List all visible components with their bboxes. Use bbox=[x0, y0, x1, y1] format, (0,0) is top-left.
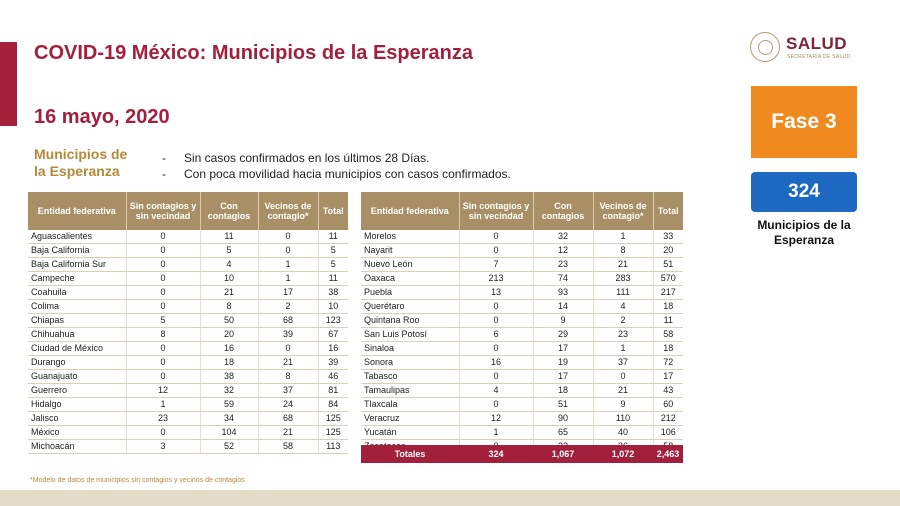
table-cell: 68 bbox=[258, 314, 318, 328]
table-cell: 50 bbox=[200, 314, 258, 328]
table-row bbox=[28, 258, 348, 272]
state-name: Tlaxcala bbox=[361, 398, 459, 412]
table-cell: 0 bbox=[258, 342, 318, 356]
column-header: Total bbox=[653, 192, 683, 230]
table-cell: 18 bbox=[653, 342, 683, 356]
table-cell: 90 bbox=[533, 412, 593, 426]
table-cell: 37 bbox=[593, 356, 653, 370]
table-cell: 4 bbox=[200, 258, 258, 272]
fase-badge: Fase 3 bbox=[751, 86, 857, 158]
list-item: - Sin casos confirmados en los últimos 28 Días. bbox=[162, 151, 430, 165]
table-cell: 0 bbox=[459, 244, 533, 258]
table-cell: 113 bbox=[318, 440, 348, 454]
table-cell: 21 bbox=[258, 356, 318, 370]
table-cell: 0 bbox=[593, 370, 653, 384]
totals-value: 1,072 bbox=[611, 449, 635, 459]
state-name: Chihuahua bbox=[28, 328, 126, 342]
table-row bbox=[28, 342, 348, 356]
column-header: Sin contagios y sin vecindad bbox=[459, 192, 533, 230]
state-name: Michoacán bbox=[28, 440, 126, 454]
table-cell: 37 bbox=[258, 384, 318, 398]
table-cell: 125 bbox=[318, 412, 348, 426]
totals-row bbox=[361, 445, 683, 463]
table-cell: 13 bbox=[459, 286, 533, 300]
states-table-left bbox=[28, 192, 348, 454]
table-row bbox=[361, 426, 683, 440]
state-name: México bbox=[28, 426, 126, 440]
table-cell: 29 bbox=[533, 328, 593, 342]
table-cell: 32 bbox=[533, 230, 593, 244]
table-cell: 52 bbox=[200, 440, 258, 454]
table-cell: 51 bbox=[653, 258, 683, 272]
table-cell: 18 bbox=[653, 300, 683, 314]
table-cell: 0 bbox=[126, 426, 200, 440]
table-row bbox=[28, 244, 348, 258]
table-row bbox=[28, 272, 348, 286]
table-cell: 6 bbox=[459, 328, 533, 342]
table-cell: 60 bbox=[653, 398, 683, 412]
table-cell: 1 bbox=[126, 398, 200, 412]
table-cell: 17 bbox=[533, 370, 593, 384]
table-cell: 81 bbox=[318, 384, 348, 398]
page-title: COVID-19 México: Municipios de la Esperanza bbox=[34, 42, 474, 64]
table-cell: 39 bbox=[318, 356, 348, 370]
table-row bbox=[28, 300, 348, 314]
table-cell: 12 bbox=[459, 412, 533, 426]
table-cell: 2 bbox=[258, 300, 318, 314]
table-cell: 1 bbox=[593, 342, 653, 356]
table-row bbox=[28, 356, 348, 370]
table-cell: 11 bbox=[200, 230, 258, 244]
state-name: Querétaro bbox=[361, 300, 459, 314]
state-name: Puebla bbox=[361, 286, 459, 300]
table-cell: 9 bbox=[593, 398, 653, 412]
table-cell: 23 bbox=[593, 328, 653, 342]
table-cell: 0 bbox=[459, 300, 533, 314]
table-cell: 38 bbox=[318, 286, 348, 300]
municipios-count: 324 bbox=[751, 172, 857, 212]
state-name: Tamaulipas bbox=[361, 384, 459, 398]
table-row bbox=[361, 244, 683, 258]
table-row bbox=[28, 412, 348, 426]
table-cell: 19 bbox=[533, 356, 593, 370]
table-cell: 16 bbox=[318, 342, 348, 356]
state-name: Oaxaca bbox=[361, 272, 459, 286]
column-header: Vecinos de contagio* bbox=[258, 192, 318, 230]
table-cell: 0 bbox=[126, 370, 200, 384]
totals-label: Totales bbox=[394, 449, 426, 459]
column-header: Entidad federativa bbox=[361, 192, 459, 230]
table-row bbox=[28, 384, 348, 398]
table-cell: 0 bbox=[459, 230, 533, 244]
table-cell: 5 bbox=[318, 244, 348, 258]
table-cell: 212 bbox=[653, 412, 683, 426]
table-cell: 21 bbox=[593, 384, 653, 398]
bottom-band bbox=[0, 490, 900, 506]
table-cell: 34 bbox=[200, 412, 258, 426]
column-header: Con contagios bbox=[533, 192, 593, 230]
table-cell: 0 bbox=[126, 258, 200, 272]
table-cell: 33 bbox=[653, 230, 683, 244]
table-cell: 58 bbox=[258, 440, 318, 454]
table-row bbox=[361, 314, 683, 328]
table-cell: 111 bbox=[593, 286, 653, 300]
table-cell: 39 bbox=[258, 328, 318, 342]
table-cell: 11 bbox=[318, 230, 348, 244]
table-cell: 93 bbox=[533, 286, 593, 300]
table-cell: 217 bbox=[653, 286, 683, 300]
table-row bbox=[361, 370, 683, 384]
column-header: Total bbox=[318, 192, 348, 230]
table-cell: 0 bbox=[126, 300, 200, 314]
table-cell: 2 bbox=[593, 314, 653, 328]
table-cell: 12 bbox=[126, 384, 200, 398]
state-name: San Luis Potosí bbox=[361, 328, 459, 342]
state-name: Sonora bbox=[361, 356, 459, 370]
table-cell: 9 bbox=[533, 314, 593, 328]
seal-icon bbox=[750, 32, 780, 62]
state-name: Colima bbox=[28, 300, 126, 314]
section-subtitle: Municipios de la Esperanza bbox=[34, 146, 128, 179]
state-name: Quintana Roo bbox=[361, 314, 459, 328]
table-cell: 43 bbox=[653, 384, 683, 398]
table-cell: 20 bbox=[653, 244, 683, 258]
table-row bbox=[28, 440, 348, 454]
state-name: Nayarit bbox=[361, 244, 459, 258]
table-cell: 67 bbox=[318, 328, 348, 342]
table-row bbox=[28, 328, 348, 342]
table-cell: 12 bbox=[533, 244, 593, 258]
totals-value: 1,067 bbox=[551, 449, 575, 459]
column-header: Sin contagios y sin vecindad bbox=[126, 192, 200, 230]
table-row bbox=[28, 370, 348, 384]
table-cell: 7 bbox=[459, 258, 533, 272]
table-cell: 58 bbox=[653, 328, 683, 342]
column-header: Con contagios bbox=[200, 192, 258, 230]
table-row bbox=[28, 426, 348, 440]
table-row bbox=[361, 412, 683, 426]
totals-value: 2,463 bbox=[656, 449, 680, 459]
table-cell: 14 bbox=[533, 300, 593, 314]
state-name: Coahuila bbox=[28, 286, 126, 300]
table-cell: 0 bbox=[459, 314, 533, 328]
table-row bbox=[28, 286, 348, 300]
table-cell: 8 bbox=[593, 244, 653, 258]
state-name: Morelos bbox=[361, 230, 459, 244]
table-cell: 104 bbox=[200, 426, 258, 440]
table-cell: 16 bbox=[459, 356, 533, 370]
table-cell: 3 bbox=[126, 440, 200, 454]
table-cell: 106 bbox=[653, 426, 683, 440]
table-cell: 18 bbox=[533, 384, 593, 398]
table-row bbox=[361, 286, 683, 300]
table-cell: 20 bbox=[200, 328, 258, 342]
table-cell: 123 bbox=[318, 314, 348, 328]
state-name: Durango bbox=[28, 356, 126, 370]
column-header: Vecinos de contagio* bbox=[593, 192, 653, 230]
table-cell: 213 bbox=[459, 272, 533, 286]
table-cell: 5 bbox=[126, 314, 200, 328]
table-cell: 11 bbox=[318, 272, 348, 286]
table-cell: 0 bbox=[459, 398, 533, 412]
table-row bbox=[361, 300, 683, 314]
table-cell: 283 bbox=[593, 272, 653, 286]
column-header: Entidad federativa bbox=[28, 192, 126, 230]
table-cell: 23 bbox=[533, 258, 593, 272]
table-cell: 24 bbox=[258, 398, 318, 412]
table-cell: 1 bbox=[593, 230, 653, 244]
table-cell: 59 bbox=[200, 398, 258, 412]
salud-logo bbox=[750, 32, 860, 66]
table-cell: 8 bbox=[126, 328, 200, 342]
table-cell: 570 bbox=[653, 272, 683, 286]
table-cell: 10 bbox=[200, 272, 258, 286]
table-cell: 17 bbox=[653, 370, 683, 384]
footnote: *Modelo de datos de municipios sin contagios y vecinos de contagios bbox=[30, 477, 245, 484]
table-cell: 0 bbox=[258, 244, 318, 258]
table-cell: 11 bbox=[653, 314, 683, 328]
table-row bbox=[361, 272, 683, 286]
table-cell: 1 bbox=[258, 272, 318, 286]
table-row bbox=[361, 230, 683, 244]
table-cell: 0 bbox=[126, 342, 200, 356]
table-cell: 8 bbox=[258, 370, 318, 384]
logo-subtext: SECRETARÍA DE SALUD bbox=[787, 54, 851, 60]
table-cell: 32 bbox=[200, 384, 258, 398]
state-name: Baja California bbox=[28, 244, 126, 258]
state-name: Chiapas bbox=[28, 314, 126, 328]
state-name: Tabasco bbox=[361, 370, 459, 384]
table-cell: 0 bbox=[459, 342, 533, 356]
table-cell: 40 bbox=[593, 426, 653, 440]
state-name: Ciudad de México bbox=[28, 342, 126, 356]
state-name: Sinaloa bbox=[361, 342, 459, 356]
totals-value: 324 bbox=[488, 449, 504, 459]
state-name: Nuevo León bbox=[361, 258, 459, 272]
table-row bbox=[361, 398, 683, 412]
criteria-list bbox=[162, 150, 511, 182]
table-cell: 18 bbox=[200, 356, 258, 370]
table-cell: 0 bbox=[459, 370, 533, 384]
table-cell: 74 bbox=[533, 272, 593, 286]
table-row bbox=[361, 342, 683, 356]
state-name: Aguascalientes bbox=[28, 230, 126, 244]
table-cell: 23 bbox=[126, 412, 200, 426]
table-row bbox=[361, 384, 683, 398]
table-cell: 16 bbox=[200, 342, 258, 356]
table-cell: 65 bbox=[533, 426, 593, 440]
table-cell: 17 bbox=[258, 286, 318, 300]
left-accent-bar bbox=[0, 42, 17, 126]
report-date: 16 mayo, 2020 bbox=[34, 106, 170, 128]
state-name: Guanajuato bbox=[28, 370, 126, 384]
list-item: - Con poca movilidad hacia municipios con casos confirmados. bbox=[162, 167, 511, 181]
logo-text: SALUD bbox=[786, 34, 848, 53]
table-cell: 21 bbox=[593, 258, 653, 272]
state-name: Campeche bbox=[28, 272, 126, 286]
table-cell: 0 bbox=[126, 230, 200, 244]
state-name: Yucatán bbox=[361, 426, 459, 440]
table-cell: 51 bbox=[533, 398, 593, 412]
table-row bbox=[28, 230, 348, 244]
table-cell: 110 bbox=[593, 412, 653, 426]
table-cell: 0 bbox=[126, 286, 200, 300]
table-row bbox=[361, 356, 683, 370]
table-cell: 4 bbox=[593, 300, 653, 314]
table-cell: 46 bbox=[318, 370, 348, 384]
table-cell: 17 bbox=[533, 342, 593, 356]
table-cell: 10 bbox=[318, 300, 348, 314]
table-cell: 1 bbox=[459, 426, 533, 440]
state-name: Veracruz bbox=[361, 412, 459, 426]
table-cell: 8 bbox=[200, 300, 258, 314]
table-cell: 125 bbox=[318, 426, 348, 440]
states-table-right bbox=[361, 192, 683, 454]
table-cell: 0 bbox=[126, 272, 200, 286]
municipios-count-label: Municipios de la Esperanza bbox=[757, 218, 851, 247]
state-name: Jalisco bbox=[28, 412, 126, 426]
table-row bbox=[361, 258, 683, 272]
state-name: Baja California Sur bbox=[28, 258, 126, 272]
table-cell: 21 bbox=[258, 426, 318, 440]
table-cell: 84 bbox=[318, 398, 348, 412]
table-cell: 5 bbox=[200, 244, 258, 258]
table-cell: 0 bbox=[258, 230, 318, 244]
table-cell: 0 bbox=[126, 244, 200, 258]
table-cell: 1 bbox=[258, 258, 318, 272]
table-row bbox=[28, 314, 348, 328]
table-cell: 38 bbox=[200, 370, 258, 384]
table-cell: 21 bbox=[200, 286, 258, 300]
table-cell: 5 bbox=[318, 258, 348, 272]
table-cell: 0 bbox=[126, 356, 200, 370]
state-name: Guerrero bbox=[28, 384, 126, 398]
table-row bbox=[361, 328, 683, 342]
table-row bbox=[28, 398, 348, 412]
state-name: Hidalgo bbox=[28, 398, 126, 412]
table-cell: 72 bbox=[653, 356, 683, 370]
table-cell: 4 bbox=[459, 384, 533, 398]
table-cell: 68 bbox=[258, 412, 318, 426]
